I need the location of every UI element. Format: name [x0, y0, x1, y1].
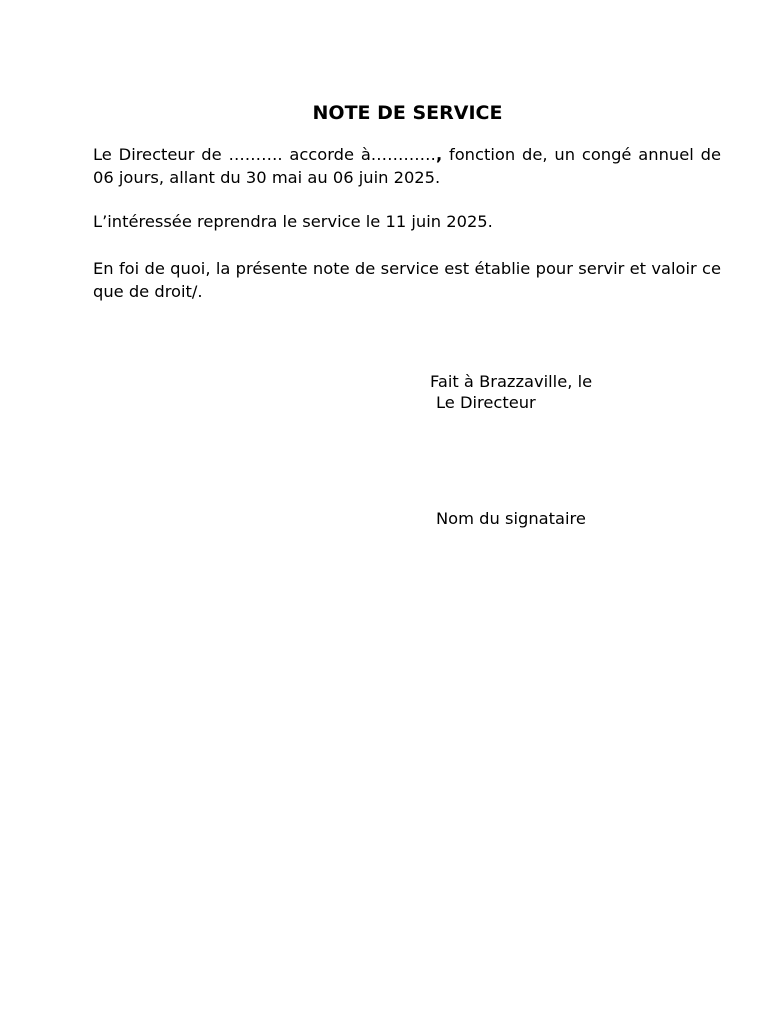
place-date-line: Fait à Brazzaville, le	[430, 372, 593, 391]
paragraph-leave-grant-part3: fonction de, un congé annuel de 06 jours, allant du 30 mai au 06 juin 2025.	[93, 145, 721, 187]
document-title: NOTE DE SERVICE	[312, 102, 503, 124]
signatory-name: Nom du signataire	[436, 509, 586, 528]
paragraph-closing: En foi de quoi, la présente note de service est établie pour servir et valoir ce que de droit/.	[93, 259, 721, 301]
paragraph-leave-grant	[93, 143, 721, 189]
paragraph-leave-grant-part1: Le Directeur de ………. accorde à…………	[93, 145, 436, 164]
paragraph-leave-grant-comma: ,	[435, 145, 443, 164]
paragraph-return-date: L’intéressée reprendra le service le 11 juin 2025.	[93, 212, 493, 231]
signatory-role: Le Directeur	[436, 393, 536, 412]
document-title-container	[94, 102, 721, 124]
